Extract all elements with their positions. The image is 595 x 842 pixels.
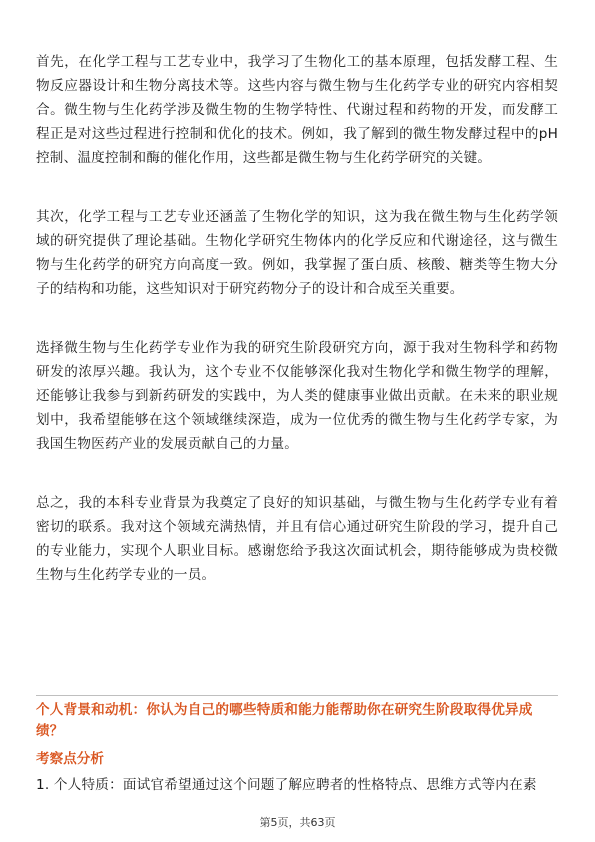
paragraph-3: 选择微生物与生化药学专业作为我的研究生阶段研究方向，源于我对生物科学和药物研发的浓厚兴趣。我认为，这个专业不仅能够深化我对生物化学和微生物学的理解，还能够让我参与到新药研发的实践中，为人类的健康事业做出贡献。在未来的职业规划中，我希望能够在这个领域继续深造，成为一位优秀的微生物与生化药学专家，为我国生物医药产业的发展贡献自己的力量。 <box>36 340 558 452</box>
page-footer: 第5页，共63页 <box>259 816 336 829</box>
paragraph-2: 其次，化学工程与工艺专业还涵盖了生物化学的知识，这为我在微生物与生化药学领域的研究提供了理论基础。生物化学研究生物体内的化学反应和代谢途径，这与微生物与生化药学的研究方向高度一致。例如，我掌握了蛋白质、核酸、糖类等生物大分子的结构和功能，这些知识对于研究药物分子的设计和合成至关重要。 <box>36 209 558 297</box>
analysis-title: 考察点分析 <box>36 751 104 767</box>
paragraph-1: 首先，在化学工程与工艺专业中，我学习了生物化工的基本原理，包括发酵工程、生物反应器设计和生物分离技术等。这些内容与微生物与生化药学专业的研究内容相契合。微生物与生化药学涉及微生物的生物学特性、代谢过程和药物的开发，而发酵工程正是对这些过程进行控制和优化的技术。例如，我了解到的微生物发酵过程中的pH控制、温度控制和酶的催化作用，这些都是微生物与生化药学研究的关键。 <box>36 54 558 166</box>
section-divider <box>36 695 558 696</box>
answer-body <box>36 50 558 587</box>
question-heading: 个人背景和动机：你认为自己的哪些特质和能力能帮助你在研究生阶段取得优异成绩？ <box>36 702 533 739</box>
analysis-item-1: 1. 个人特质：面试官希望通过这个问题了解应聘者的性格特点、思维方式等内在素 <box>36 777 537 793</box>
paragraph-4: 总之，我的本科专业背景为我奠定了良好的知识基础，与微生物与生化药学专业有着密切的联系。我对这个领域充满热情，并且有信心通过研究生阶段的学习，提升自己的专业能力，实现个人职业目标。感谢您给予我这次面试机会，期待能够成为贵校微生物与生化药学专业的一员。 <box>36 495 558 583</box>
